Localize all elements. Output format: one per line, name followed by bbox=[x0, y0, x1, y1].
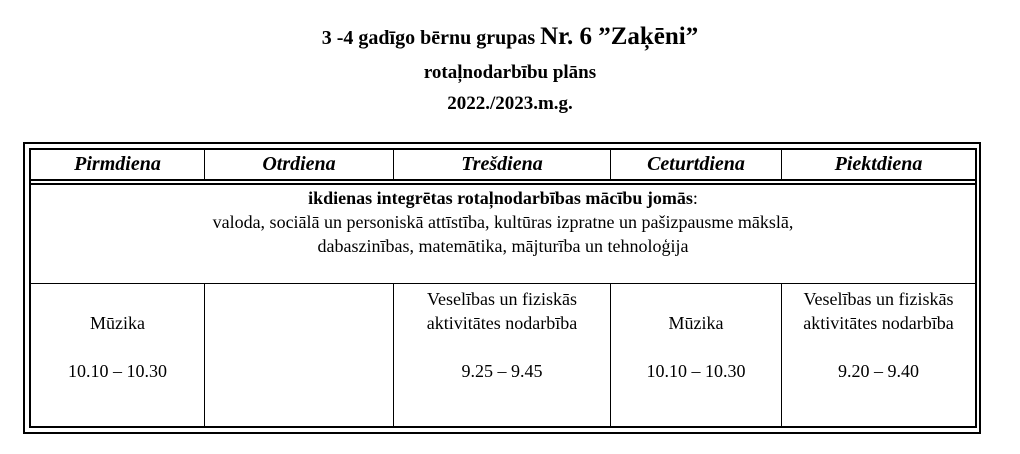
activity-time: 9.20 – 9.40 bbox=[838, 361, 919, 381]
activity-name-line-1: Veselības un fiziskās bbox=[803, 289, 954, 309]
inner-bottom-border bbox=[29, 426, 977, 428]
plan-title bbox=[0, 22, 1020, 53]
activity-name-line-2: aktivitātes nodarbība bbox=[803, 313, 954, 333]
row-col-sep-1 bbox=[204, 284, 205, 426]
daily-areas-line-1: valoda, sociālā un personiskā attīstība, kultūras izpratne un pašizpausme mākslā, bbox=[212, 212, 794, 232]
activity-name: Mūzika bbox=[668, 313, 724, 333]
activity-time: 10.10 – 10.30 bbox=[68, 361, 167, 381]
daily-lead: ikdienas integrētas rotaļnodarbības mācību jomās bbox=[308, 188, 693, 208]
schedule-cell-friday bbox=[782, 287, 975, 383]
title-prefix: 3 -4 gadīgo bērnu grupas bbox=[321, 27, 536, 49]
daily-activities bbox=[30, 186, 976, 258]
row-separator bbox=[29, 283, 977, 284]
daily-lead-line bbox=[30, 186, 976, 210]
daily-areas-line-2: dabaszinības, matemātika, mājturība un tehnoloģija bbox=[317, 236, 689, 256]
header-rule-2 bbox=[29, 183, 977, 185]
daily-colon: : bbox=[692, 188, 698, 208]
day-header-friday: Piektdiena bbox=[834, 153, 923, 175]
school-year: 2022./2023.m.g. bbox=[447, 93, 573, 114]
activity-name: Mūzika bbox=[90, 313, 145, 333]
schedule-cell-wednesday bbox=[394, 287, 610, 383]
schedule-cell-thursday bbox=[611, 311, 781, 383]
schedule-cell-monday bbox=[31, 311, 204, 383]
group-name: Nr. 6 ”Zaķēni” bbox=[540, 23, 699, 50]
day-header-monday: Pirmdiena bbox=[74, 153, 161, 175]
day-header-tuesday: Otrdiena bbox=[262, 153, 336, 175]
activity-name-line-2: aktivitātes nodarbība bbox=[426, 313, 578, 333]
activity-time: 10.10 – 10.30 bbox=[646, 361, 746, 381]
header-rule-1 bbox=[29, 179, 977, 181]
day-header-thursday: Ceturtdiena bbox=[647, 153, 745, 175]
plan-subtitle: rotaļnodarbību plāns bbox=[423, 62, 597, 83]
activity-name-line-1: Veselības un fiziskās bbox=[427, 289, 577, 309]
activity-time: 9.25 – 9.45 bbox=[461, 361, 543, 381]
day-header-wednesday: Trešdiena bbox=[461, 153, 543, 175]
